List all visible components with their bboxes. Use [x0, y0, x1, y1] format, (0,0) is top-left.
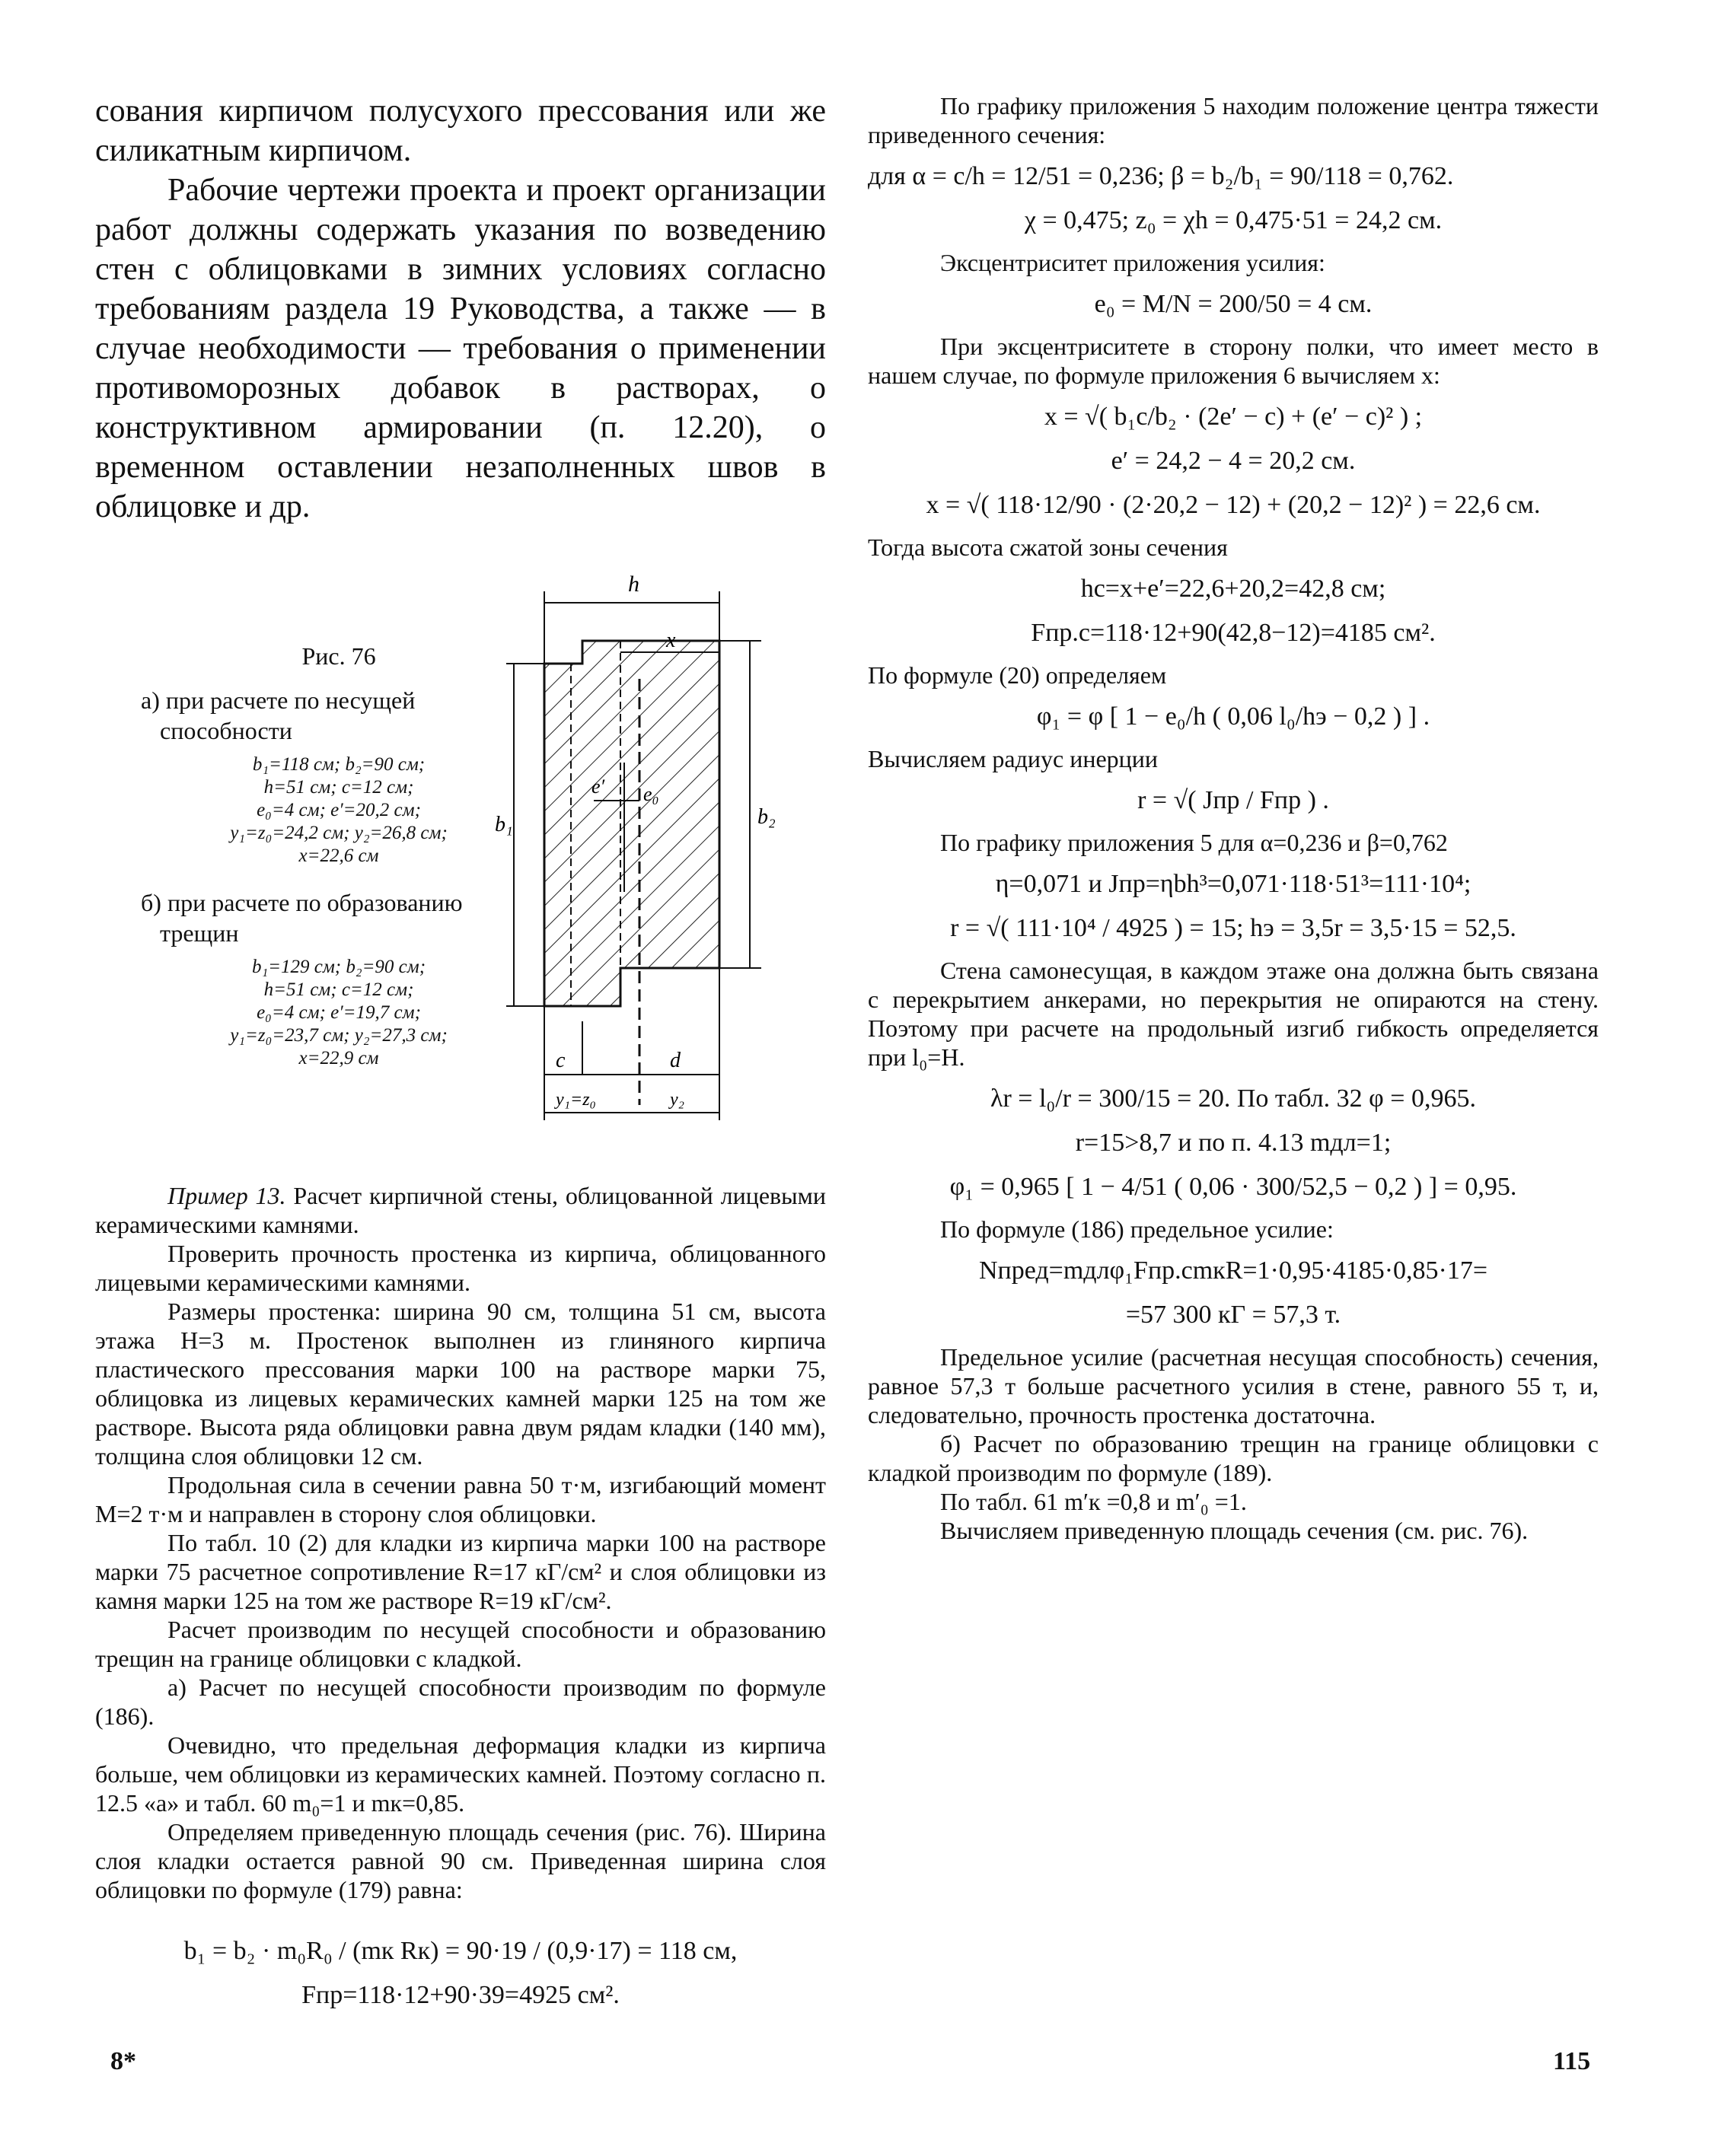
formula: χ = 0,475; z₀ = χh = 0,475·51 = 24,2 см. — [1024, 206, 1443, 234]
paragraph: Определяем приведенную площадь сечения (рис. 76). Ширина слоя кладки остается равной 90 см. Приведенная ширина слоя облицовки по формуле (179) равна: — [95, 1818, 826, 1903]
formula: φ₁ = φ [ 1 − e₀/h ( 0,06 l₀/hэ − 0,2 ) ] . — [1036, 702, 1430, 731]
paragraph: б) Расчет по образованию трещин на границе облицовки с кладкой производим по формуле (189). — [868, 1430, 1599, 1486]
formula: φ₁ = 0,965 [ 1 − 4/51 ( 0,06 · 300/52,5 − 0,2 ) ] = 0,95. — [949, 1173, 1517, 1201]
formula: e′ = 24,2 − 4 = 20,2 см. — [1111, 447, 1356, 475]
figure-case-b: б) при расчете по образованию трещин — [141, 889, 463, 947]
formula: для α = c/h = 12/51 = 0,236; β = b₂/b₁ = 90/118 = 0,762. — [868, 162, 1454, 190]
paragraph: Проверить прочность простенка из кирпича, облицованного лицевыми керамическими камнями. — [95, 1240, 826, 1296]
figure-caption — [141, 641, 537, 1070]
example-title-rest: Расчет кирпичной стены, облицованной лицевыми керамическими камнями. — [95, 1182, 827, 1238]
label-x: x — [666, 629, 676, 652]
paragraph: Вычисляем радиус инерции — [868, 745, 1159, 772]
example-title: Пример 13. — [167, 1182, 286, 1209]
label-e-prime: e′ — [591, 775, 605, 798]
example-13 — [95, 1181, 826, 2012]
label-b1: b₁ — [495, 813, 513, 836]
right-column — [868, 91, 1599, 1545]
signature-mark: 8* — [110, 2047, 136, 2075]
formula: hс=x+e′=22,6+20,2=42,8 см; — [1080, 575, 1386, 603]
formula: x = √( b₁c/b₂ · (2e′ − c) + (e′ − c)² ) ; — [1044, 403, 1423, 431]
section-drawing — [495, 572, 818, 1181]
formula: Fпр=118·12+90·39=4925 см². — [301, 1981, 620, 2009]
label-d: d — [670, 1049, 681, 1072]
intro-paragraph-2: Рабочие чертежи проекта и проект организации работ должны содержать указания по возведению стен с облицовками в зимних условиях согласно требованиям раздела 19 Руководства, а также — в случае необходимости — требования о применении противоморозных добавок в растворах, о конструктивном армировании (п. 12.20), о временном оставлении незаполненных швов в облицовке и др. — [95, 173, 826, 524]
paragraph: При эксцентриситете в сторону полки, что имеет место в нашем случае, по формуле приложения 6 вычисляем x: — [868, 333, 1599, 389]
formula: x = √( 118·12/90 · (2·20,2 − 12) + (20,2 − 12)² ) = 22,6 см. — [926, 491, 1541, 519]
paragraph: По формуле (20) определяем — [868, 661, 1167, 689]
paragraph: Эксцентриситет приложения усилия: — [940, 249, 1325, 276]
paragraph: Расчет производим по несущей способности и образованию трещин на границе облицовки с кладкой. — [95, 1616, 826, 1672]
case-b-param: y₁=z₀=23,7 см; y₂=27,3 см; — [230, 1025, 448, 1046]
label-c: c — [556, 1049, 566, 1072]
page-number: 115 — [1553, 2047, 1591, 2075]
paragraph: Очевидно, что предельная деформация кладки из кирпича больше, чем облицовки из керамических камней. Поэтому согласно п. 12.5 «а» и табл. 60 m₀=1 и mк=0,85. — [95, 1731, 826, 1817]
label-y1-z0: y₁=z₀ — [556, 1090, 596, 1110]
formula: e₀ = M/N = 200/50 = 4 см. — [1094, 290, 1373, 318]
case-a-param: e₀=4 см; e′=20,2 см; — [257, 800, 421, 820]
figure-title: Рис. 76 — [301, 642, 376, 670]
paragraph: Вычисляем приведенную площадь сечения (см. рис. 76). — [940, 1517, 1529, 1544]
case-a-param: h=51 см; c=12 см; — [263, 777, 414, 798]
case-a-param: b₁=118 см; b₂=90 см; — [252, 754, 426, 775]
formula: b₁ = b₂ · m₀R₀ / (mк Rк) = 90·19 / (0,9·17) = 118 см, — [183, 1937, 738, 1965]
paragraph: По табл. 10 (2) для кладки из кирпича марки 100 на растворе марки 75 расчетное сопротивление R=17 кГ/см² и слоя облицовки из камня марки 125 на том же растворе R=19 кГ/см². — [95, 1529, 826, 1614]
case-a-param: y₁=z₀=24,2 см; y₂=26,8 см; — [230, 823, 448, 843]
paragraph: а) Расчет по несущей способности производим по формуле (186). — [95, 1674, 826, 1730]
intro-paragraph-1: сования кирпичом полусухого прессования или же силикатным кирпичом. — [95, 94, 826, 168]
example-heading — [95, 1181, 826, 1239]
case-b-param: h=51 см; c=12 см; — [263, 979, 414, 1000]
case-b-param: e₀=4 см; e′=19,7 см; — [257, 1002, 421, 1023]
label-e0: e₀ — [643, 783, 659, 805]
figure-76 — [95, 572, 826, 1181]
label-y2: y₂ — [670, 1090, 684, 1110]
formula: r = √( Jпр / Fпр ) . — [1137, 786, 1329, 814]
figure-case-a: а) при расчете по несущей способности — [141, 686, 416, 744]
formula: Fпр.с=118·12+90(42,8−12)=4185 см². — [1031, 619, 1436, 647]
case-a-param: x=22,6 см — [298, 846, 379, 866]
paragraph: Стена самонесущая, в каждом этаже она должна быть связана с перекрытием анкерами, но перекрытия не опираются на стену. Поэтому при расчете на продольный изгиб гибкость определяется при l₀=H. — [868, 957, 1599, 1071]
paragraph: По табл. 61 m′к =0,8 и m′₀ =1. — [940, 1488, 1247, 1515]
formula: η=0,071 и Jпр=ηbh³=0,071·118·51³=111·10⁴; — [995, 870, 1471, 898]
paragraph: По формуле (186) предельное усилие: — [940, 1215, 1334, 1243]
left-column — [95, 91, 826, 2023]
paragraph: Тогда высота сжатой зоны сечения — [868, 533, 1228, 561]
formula: r=15>8,7 и по п. 4.13 mдл=1; — [1075, 1129, 1392, 1157]
paragraph: По графику приложения 5 находим положение центра тяжести приведенного сечения: — [868, 92, 1599, 148]
case-b-param: b₁=129 см; b₂=90 см; — [251, 957, 426, 977]
formula: r = √( 111·10⁴ / 4925 ) = 15; hэ = 3,5r = 3,5·15 = 52,5. — [950, 914, 1516, 942]
formula: =57 300 кГ = 57,3 т. — [1125, 1301, 1341, 1329]
paragraph: Предельное усилие (расчетная несущая способность) сечения, равное 57,3 т больше расчетного усилия в стене, равного 55 т, и, следовательно, прочность простенка достаточна. — [868, 1343, 1599, 1428]
paragraph: Размеры простенка: ширина 90 см, толщина 51 см, высота этажа H=3 м. Простенок выполнен из глиняного кирпича пластического прессования марки 100 на растворе марки 75, облицовка из лицевых керамических камней марки 125 на том же растворе. Высота ряда облицовки равна двум рядам кладки (140 мм), толщина слоя облицовки 12 см. — [95, 1298, 826, 1470]
formula: λr = l₀/r = 300/15 = 20. По табл. 32 φ = 0,965. — [990, 1084, 1476, 1113]
case-b-param: x=22,9 см — [298, 1048, 379, 1068]
label-h: h — [628, 572, 639, 597]
paragraph: Продольная сила в сечении равна 50 т·м, изгибающий момент M=2 т·м и направлен в сторону слоя облицовки. — [95, 1471, 826, 1527]
label-b2: b₂ — [757, 805, 776, 829]
formula: Nпред=mдлφ₁Fпр.сmкR=1·0,95·4185·0,85·17= — [978, 1256, 1488, 1285]
paragraph: По графику приложения 5 для α=0,236 и β=0,762 — [940, 829, 1448, 856]
